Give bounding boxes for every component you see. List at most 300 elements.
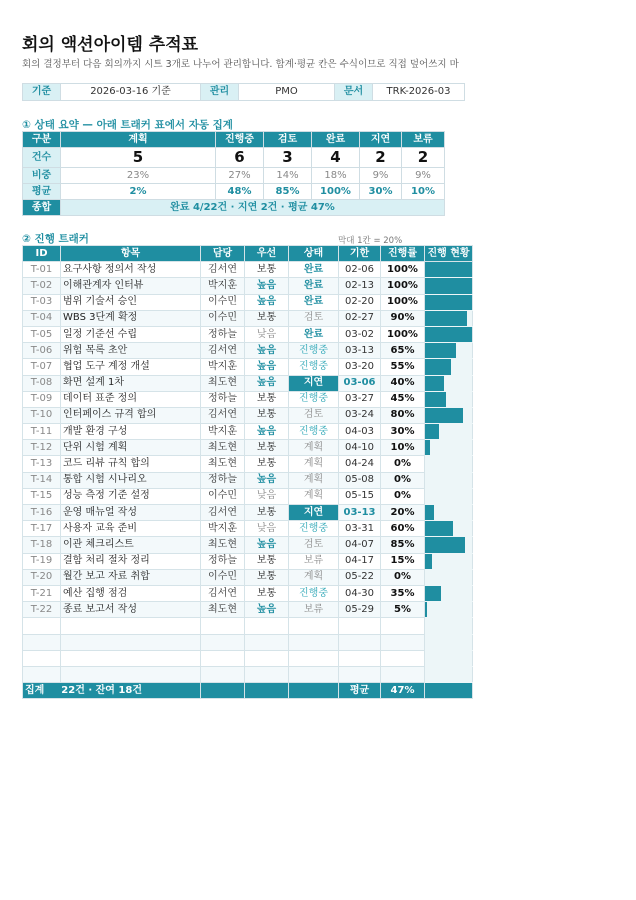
row-progress[interactable]: 60% [381,521,425,537]
row-due[interactable]: 04-17 [339,553,381,569]
tracker-header-row [23,246,473,262]
row-progress-bar [425,343,473,359]
table-row [23,569,473,585]
count-cell[interactable]: 4 [312,148,360,168]
row-progress[interactable]: 90% [381,310,425,326]
row-due[interactable]: 05-08 [339,472,381,488]
progress-bar-fill [425,311,467,326]
row-priority[interactable]: 보통 [245,505,289,521]
row-status[interactable]: 검토 [289,537,339,553]
row-priority[interactable]: 보통 [245,262,289,278]
progress-bar-fill [425,295,472,310]
table-row [23,505,473,521]
summary-total-row [23,200,445,216]
row-priority[interactable] [245,650,289,666]
row-id: T-08 [23,375,61,391]
progress-bar-fill [425,554,432,569]
row-progress-bar [425,569,473,585]
row-progress[interactable]: 0% [381,472,425,488]
summary-count-row [23,148,445,168]
table-row [23,424,473,440]
base-value[interactable]: 2026-03-16 기준 [61,84,201,101]
page-subtitle: 회의 결정부터 다음 회의까지 시트 3개로 나누어 관리합니다. 합계·평균 칸은 수식이므로 직접 덮어쓰지 마 [22,59,459,70]
progress-bar-fill [425,327,472,342]
summary-header-row [23,132,445,148]
row-progress[interactable]: 30% [381,424,425,440]
row-progress-bar [425,278,473,294]
row-priority[interactable]: 보통 [245,456,289,472]
row-status[interactable]: 진행중 [289,521,339,537]
row-priority[interactable] [245,618,289,634]
row-progress[interactable]: 0% [381,569,425,585]
row-priority[interactable]: 높음 [245,424,289,440]
row-status[interactable]: 지연 [289,375,339,391]
col-header-bar: 진행 현황 [425,246,473,262]
row-progress-bar [425,391,473,407]
row-status[interactable]: 검토 [289,407,339,423]
col-header-priority: 우선 [245,246,289,262]
footer-empty [289,683,339,699]
row-priority[interactable]: 보통 [245,569,289,585]
row-owner[interactable]: 김서연 [201,407,245,423]
avg-cell[interactable]: 85% [264,184,312,200]
row-progress[interactable]: 100% [381,262,425,278]
row-priority[interactable]: 보통 [245,391,289,407]
row-progress-bar [425,488,473,504]
row-task[interactable]: 협업 도구 계정 개설 [61,359,201,375]
summary-header-cell: 검토 [264,132,312,148]
row-owner[interactable]: 김서연 [201,505,245,521]
row-progress-bar [425,375,473,391]
row-id[interactable] [23,666,61,682]
row-progress[interactable]: 15% [381,553,425,569]
row-progress[interactable]: 0% [381,456,425,472]
row-task[interactable]: 요구사항 정의서 작성 [61,262,201,278]
row-task[interactable] [61,666,201,682]
total-text[interactable]: 완료 4/22건 · 지연 2건 · 평균 47% [61,200,445,216]
avg-label: 평균 [23,184,61,200]
row-task[interactable]: 인터페이스 규격 합의 [61,407,201,423]
ratio-cell[interactable]: 9% [360,168,402,184]
count-cell[interactable]: 6 [216,148,264,168]
row-due[interactable]: 05-29 [339,602,381,618]
table-row [23,326,473,342]
tracker-footer-row [23,683,473,699]
row-owner[interactable]: 김서연 [201,343,245,359]
row-progress[interactable] [381,666,425,682]
row-progress[interactable] [381,650,425,666]
row-priority[interactable]: 높음 [245,343,289,359]
row-progress-bar [425,585,473,601]
row-progress[interactable] [381,618,425,634]
row-status[interactable]: 검토 [289,310,339,326]
row-due[interactable] [339,650,381,666]
row-due[interactable]: 03-20 [339,359,381,375]
row-owner[interactable]: 정하늘 [201,553,245,569]
row-id: T-07 [23,359,61,375]
row-id: T-12 [23,440,61,456]
ratio-cell[interactable]: 9% [402,168,445,184]
row-status[interactable]: 계획 [289,569,339,585]
row-progress[interactable]: 40% [381,375,425,391]
row-task[interactable]: 운영 매뉴얼 작성 [61,505,201,521]
row-task[interactable]: 범위 기술서 승인 [61,294,201,310]
row-task[interactable]: 이관 체크리스트 [61,537,201,553]
table-row [23,278,473,294]
row-task[interactable]: 개발 환경 구성 [61,424,201,440]
row-priority[interactable]: 높음 [245,537,289,553]
row-id[interactable] [23,634,61,650]
row-status[interactable]: 진행중 [289,424,339,440]
row-owner[interactable]: 박지훈 [201,521,245,537]
row-progress-bar [425,262,473,278]
row-task[interactable] [61,634,201,650]
table-row [23,262,473,278]
ratio-cell[interactable]: 23% [61,168,216,184]
row-progress-bar [425,650,473,666]
row-due[interactable]: 03-24 [339,407,381,423]
summary-header-cell: 진행중 [216,132,264,148]
table-row [23,310,473,326]
row-status[interactable] [289,618,339,634]
row-priority[interactable]: 보통 [245,440,289,456]
row-id: T-09 [23,391,61,407]
row-progress-bar [425,537,473,553]
row-owner[interactable]: 이수민 [201,488,245,504]
empty-row [23,666,473,682]
row-progress-bar [425,505,473,521]
row-due[interactable] [339,618,381,634]
row-progress[interactable]: 85% [381,537,425,553]
row-task[interactable]: WBS 3단계 확정 [61,310,201,326]
summary-table [22,131,445,216]
row-priority[interactable]: 높음 [245,472,289,488]
row-due[interactable]: 03-06 [339,375,381,391]
row-progress-bar [425,326,473,342]
row-progress[interactable]: 20% [381,505,425,521]
row-due[interactable]: 03-13 [339,505,381,521]
scale-note: 막대 1칸 = 20% [338,236,403,246]
summary-header-cell: 계획 [61,132,216,148]
progress-bar-fill [425,343,456,358]
avg-cell[interactable]: 100% [312,184,360,200]
row-owner[interactable]: 최도현 [201,375,245,391]
row-status[interactable]: 계획 [289,472,339,488]
row-due[interactable]: 02-06 [339,262,381,278]
col-header-progress: 진행률 [381,246,425,262]
row-id: T-10 [23,407,61,423]
row-due[interactable]: 03-02 [339,326,381,342]
row-task[interactable]: 예산 집행 점검 [61,585,201,601]
row-task[interactable]: 사용자 교육 준비 [61,521,201,537]
row-id[interactable] [23,650,61,666]
doc-value[interactable]: TRK-2026-03 [373,84,465,101]
footer-empty [201,683,245,699]
row-task[interactable]: 결함 처리 절차 정리 [61,553,201,569]
footer-summary: 22건 · 잔여 18건 [61,684,143,696]
row-task[interactable]: 이해관계자 인터뷰 [61,278,201,294]
summary-header-cell: 지연 [360,132,402,148]
row-progress[interactable]: 10% [381,440,425,456]
row-due[interactable]: 03-13 [339,343,381,359]
row-status[interactable] [289,666,339,682]
footer-label-cell [23,683,201,699]
progress-bar-fill [425,602,427,617]
row-priority[interactable]: 높음 [245,359,289,375]
row-status[interactable]: 진행중 [289,359,339,375]
row-id[interactable] [23,618,61,634]
row-id: T-15 [23,488,61,504]
row-id: T-20 [23,569,61,585]
row-progress[interactable]: 80% [381,407,425,423]
progress-bar-fill [425,278,472,293]
table-row [23,407,473,423]
table-row [23,553,473,569]
row-priority[interactable]: 보통 [245,407,289,423]
progress-bar-fill [425,537,465,552]
row-due[interactable]: 04-07 [339,537,381,553]
row-progress-bar [425,521,473,537]
row-owner[interactable]: 정하늘 [201,472,245,488]
row-id: T-22 [23,602,61,618]
row-priority[interactable]: 낮음 [245,521,289,537]
avg-cell[interactable]: 30% [360,184,402,200]
summary-header-cell: 보류 [402,132,445,148]
row-status[interactable]: 계획 [289,440,339,456]
row-status[interactable] [289,650,339,666]
row-status[interactable] [289,634,339,650]
count-cell[interactable]: 3 [264,148,312,168]
row-progress[interactable]: 0% [381,488,425,504]
row-priority[interactable]: 높음 [245,278,289,294]
summary-section-title: ① 상태 요약 — 아래 트래커 표에서 자동 집계 [22,119,233,131]
row-id: T-03 [23,294,61,310]
summary-avg-row [23,184,445,200]
footer-label: 집계 [25,684,45,696]
row-task[interactable]: 화면 설계 1차 [61,375,201,391]
row-progress[interactable]: 65% [381,343,425,359]
row-owner[interactable] [201,618,245,634]
row-due[interactable]: 04-30 [339,585,381,601]
row-task[interactable]: 일정 기준선 수립 [61,326,201,342]
row-progress-bar [425,618,473,634]
row-owner[interactable]: 이수민 [201,569,245,585]
row-owner[interactable]: 이수민 [201,294,245,310]
row-progress[interactable]: 35% [381,585,425,601]
row-status[interactable]: 진행중 [289,391,339,407]
row-progress[interactable]: 100% [381,278,425,294]
row-priority[interactable]: 높음 [245,602,289,618]
row-due[interactable]: 04-24 [339,456,381,472]
row-id: T-17 [23,521,61,537]
page-title: 회의 액션아이템 추적표 [22,35,199,55]
row-priority[interactable] [245,666,289,682]
row-progress-bar [425,456,473,472]
progress-bar-fill [425,505,434,520]
row-progress-bar [425,294,473,310]
row-id: T-01 [23,262,61,278]
table-row [23,294,473,310]
progress-bar-fill [425,359,451,374]
row-due[interactable]: 04-10 [339,440,381,456]
row-due[interactable]: 04-03 [339,424,381,440]
row-priority[interactable]: 높음 [245,294,289,310]
count-cell[interactable]: 5 [61,148,216,168]
row-id: T-21 [23,585,61,601]
meta-table [22,83,465,101]
row-priority[interactable]: 보통 [245,585,289,601]
col-header-task: 항목 [61,246,201,262]
table-row [23,602,473,618]
row-progress[interactable]: 100% [381,326,425,342]
row-status[interactable]: 계획 [289,488,339,504]
progress-bar-fill [425,424,439,439]
table-row [23,456,473,472]
progress-bar-fill [425,521,453,536]
row-task[interactable]: 월간 보고 자료 취합 [61,569,201,585]
row-task[interactable]: 통합 시험 시나리오 [61,472,201,488]
row-status[interactable]: 완료 [289,278,339,294]
progress-bar-fill [425,440,430,455]
empty-row [23,650,473,666]
footer-avg-label: 평균 [339,683,381,699]
row-due[interactable] [339,634,381,650]
progress-bar-fill [425,408,463,423]
table-row [23,391,473,407]
doc-label: 문서 [335,84,373,101]
row-task[interactable]: 데이터 표준 정의 [61,391,201,407]
row-priority[interactable]: 보통 [245,310,289,326]
row-progress-bar [425,359,473,375]
row-owner[interactable]: 최도현 [201,602,245,618]
col-header-owner: 담당 [201,246,245,262]
row-priority[interactable]: 낮음 [245,326,289,342]
row-status[interactable]: 보류 [289,553,339,569]
mgmt-label: 관리 [201,84,239,101]
row-progress-bar [425,407,473,423]
progress-bar-fill [425,586,441,601]
row-progress-bar [425,666,473,682]
row-owner[interactable]: 최도현 [201,537,245,553]
row-owner[interactable]: 정하늘 [201,326,245,342]
count-label: 건수 [23,148,61,168]
row-due[interactable]: 05-22 [339,569,381,585]
row-progress[interactable]: 5% [381,602,425,618]
row-progress-bar [425,553,473,569]
row-due[interactable]: 05-15 [339,488,381,504]
row-owner[interactable] [201,634,245,650]
avg-cell[interactable]: 10% [402,184,445,200]
row-progress-bar [425,424,473,440]
row-status[interactable]: 보류 [289,602,339,618]
row-task[interactable]: 단위 시험 계획 [61,440,201,456]
ratio-cell[interactable]: 18% [312,168,360,184]
row-owner[interactable]: 김서연 [201,585,245,601]
row-task[interactable] [61,618,201,634]
row-owner[interactable]: 최도현 [201,456,245,472]
row-owner[interactable] [201,650,245,666]
row-due[interactable]: 02-13 [339,278,381,294]
row-progress[interactable] [381,634,425,650]
row-id: T-04 [23,310,61,326]
row-task[interactable]: 코드 리뷰 규칙 합의 [61,456,201,472]
row-due[interactable]: 03-27 [339,391,381,407]
row-owner[interactable]: 박지훈 [201,278,245,294]
row-due[interactable] [339,666,381,682]
row-progress[interactable]: 100% [381,294,425,310]
base-label: 기준 [23,84,61,101]
avg-cell[interactable]: 2% [61,184,216,200]
row-owner[interactable] [201,666,245,682]
row-task[interactable]: 위험 목록 초안 [61,343,201,359]
row-due[interactable]: 02-27 [339,310,381,326]
row-status[interactable]: 완료 [289,294,339,310]
row-owner[interactable]: 최도현 [201,440,245,456]
row-status[interactable]: 완료 [289,326,339,342]
ratio-cell[interactable]: 14% [264,168,312,184]
row-owner[interactable]: 김서연 [201,262,245,278]
summary-header-cell: 완료 [312,132,360,148]
row-owner[interactable]: 정하늘 [201,391,245,407]
row-due[interactable]: 03-31 [339,521,381,537]
col-header-status: 상태 [289,246,339,262]
row-task[interactable]: 성능 측정 기준 설정 [61,488,201,504]
avg-cell[interactable]: 48% [216,184,264,200]
count-cell[interactable]: 2 [360,148,402,168]
table-row [23,375,473,391]
row-priority[interactable]: 낮음 [245,488,289,504]
table-row [23,343,473,359]
ratio-label: 비중 [23,168,61,184]
row-id: T-02 [23,278,61,294]
row-due[interactable]: 02-20 [339,294,381,310]
row-id: T-13 [23,456,61,472]
row-task[interactable]: 종료 보고서 작성 [61,602,201,618]
table-row [23,488,473,504]
row-status[interactable]: 진행중 [289,343,339,359]
row-status[interactable]: 진행중 [289,585,339,601]
count-cell[interactable]: 2 [402,148,445,168]
tracker-section-title: ② 진행 트래커 [22,233,89,245]
row-id: T-06 [23,343,61,359]
row-priority[interactable]: 높음 [245,375,289,391]
row-id: T-14 [23,472,61,488]
table-row [23,359,473,375]
row-priority[interactable] [245,634,289,650]
row-task[interactable] [61,650,201,666]
table-row [23,521,473,537]
table-row [23,440,473,456]
row-progress[interactable]: 45% [381,391,425,407]
row-priority[interactable]: 보통 [245,553,289,569]
footer-empty [245,683,289,699]
summary-header-cell: 구분 [23,132,61,148]
row-status[interactable]: 완료 [289,262,339,278]
row-status[interactable]: 지연 [289,505,339,521]
row-owner[interactable]: 박지훈 [201,359,245,375]
row-status[interactable]: 계획 [289,456,339,472]
row-progress[interactable]: 55% [381,359,425,375]
progress-bar-fill [425,262,472,277]
ratio-cell[interactable]: 27% [216,168,264,184]
total-label: 종합 [23,200,61,216]
row-owner[interactable]: 이수민 [201,310,245,326]
row-id: T-16 [23,505,61,521]
empty-row [23,618,473,634]
row-owner[interactable]: 박지훈 [201,424,245,440]
mgmt-value[interactable]: PMO [239,84,335,101]
footer-avg-value[interactable]: 47% [381,683,425,699]
